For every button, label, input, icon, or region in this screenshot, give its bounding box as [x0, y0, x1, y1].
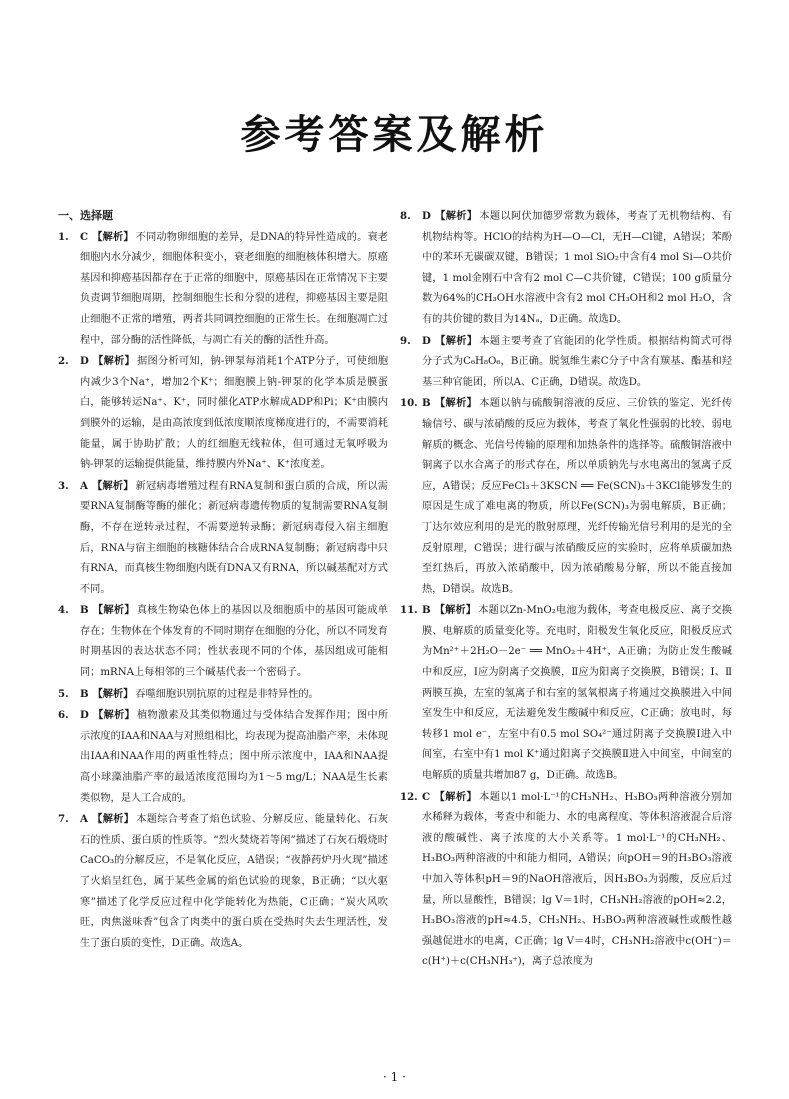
- answer-item: 6. D 【解析】 植物激素及其类似物通过与受体结合发挥作用；图中所示浓度的IAA和NAA与对照组相比，均表现为提高油脂产率，未体现出IAA和NAA作用的两重性特点；图中所示浓度中，IAA和NAA提高小球藻油脂产率的最适浓度范围均为1～5 mg/L；NAA是生长素类似物，是人工合成的。: [58, 709, 388, 804]
- answer-item: 11. B 【解析】 本题以Zn-MnO₂电池为载体，考查电极反应、离子交换膜、电解质的质量变化等。充电时，阳极发生氧化反应，阳极反应式为Mn²⁺＋2H₂O－2e⁻ ══ MnO₂＋4H⁺，A正确；为防止发生酸碱中和反应，Ⅰ应为阴离子交换膜，Ⅱ应为阳离子交换膜，B错误；Ⅰ、Ⅱ两膜互换，左室的氢离子和右室的氢氧根离子将通过交换膜进入中间室发生中和反应，无法避免发生酸碱中和反应，C正确；放电时，每转移1 mol e⁻，左室中有0.5 mol SO₄²⁻通过阴离子交换膜Ⅰ进入中间室，右室中有1 mol K⁺通过阳离子交换膜Ⅱ进入中间室，中间室的电解质的质量共增加87 g，D正确。故选B。: [400, 604, 732, 782]
- answer-item: 5. B 【解析】 吞噬细胞识别抗原的过程是非特异性的。: [58, 687, 319, 700]
- answer-item: 8. D 【解析】 本题以阿伏加德罗常数为载体，考查了无机物结构、有机物结构等。HClO的结构为H—O—Cl，无H—Cl键，A错误；苯酚中的苯环无碳碳双键，B错误；1 mol SiO₂中含有4 mol Si—O共价键，1 mol金刚石中含有2 mol C—C共价键，C错误；100 g质量分数为64%的CH₃OH水溶液中含有2 mol CH₃OH和2 mol H₂O，含有的共价键的数目为14Nₐ，D正确。故选D。: [400, 210, 732, 325]
- answer-item: 1. C 【解析】 不同动物卵细胞的差异，是DNA的特异性造成的。衰老细胞内水分减少，细胞体积变小，衰老细胞的细胞核体积增大。原癌基因和抑癌基因都存在于正常的细胞中，原癌基因在正常情况下主要负责调节细胞周期，控制细胞生长和分裂的进程，抑癌基因主要是阻止细胞不正常的增殖，两者共同调控细胞的正常生长。在细胞凋亡过程中，部分酶的活性降低，与凋亡有关的酶的活性升高。: [58, 230, 388, 346]
- answer-item: 10. B 【解析】 本题以钠与硫酸铜溶液的反应、三价铁的鉴定、光纤传输信号、碳与浓硝酸的反应为载体，考查了氧化性强弱的比较、弱电解质的概念、光信号传输的原理和加热条件的选择等。硫酸铜溶液中铜离子以水合离子的形式存在，所以单质钠先与水电离出的氢离子反应，A错误；反应FeCl₃＋3KSCN ══ Fe(SCN)₃＋3KCl能够发生的原因是生成了难电离的物质，所以Fe(SCN)₃为弱电解质，B正确；丁达尔效应利用的是光的散射原理，光纤传输光信号利用的是光的全反射原理，C错误；进行碳与浓硝酸反应的实验时，应将单质碳加热至红热后，再放入浓硝酸中，因为浓硝酸易分解，所以不能直接加热，D错误。故选B。: [400, 397, 732, 595]
- answer-item: 7. A 【解析】 本题综合考查了焰色试验、分解反应、能量转化、石灰石的性质、蛋白质的性质等。“烈火焚烧若等闲”描述了石灰石煅烧时CaCO₃的分解反应，不是氧化反应，A错误；“夜静药炉丹火现”描述了火焰呈红色，属于某些金属的焰色试验的现象，B正确；“以火驱寒”描述了化学反应过程中化学能转化为热能，C正确；“炭火风吹旺，肉焦滋味香”包含了肉类中的蛋白质在受热时失去生理活性，发生了蛋白质的变性，D正确。故选A。: [58, 813, 388, 949]
- answer-item: 12. C 【解析】 本题以1 mol·L⁻¹的CH₃NH₂、H₃BO₃两种溶液分别加水稀释为载体，考查中和能力、水的电离程度、等体积溶液混合后溶液的酸碱性、离子浓度的大小关系等。1 mol·L⁻¹的CH₃NH₂、H₃BO₃两种溶液的中和能力相同，A错误；向pOH＝9的H₃BO₃溶液中加入等体积pH＝9的NaOH溶液后，因H₃BO₃为弱酸，反应后过量，所以显酸性，B错误；lg V＝1时，CH₃NH₂溶液的pOH≈2.2，H₃BO₃溶液的pH≈4.5，CH₃NH₂、H₃BO₃两种溶液碱性或酸性越强越促进水的电离，C正确；lg V＝4时，CH₃NH₂溶液中c(OH⁻)＝c(H⁺)＋c(CH₃NH₃⁺)，离子总浓度为: [400, 790, 732, 968]
- page-title: 参考答案及解析: [240, 112, 549, 158]
- answer-item: 3. A 【解析】 新冠病毒增殖过程有RNA复制和蛋白质的合成，所以需要RNA复制酶等酶的催化；新冠病毒遗传物质的复制需要RNA复制酶，不存在逆转录过程，不需要逆转录酶；新冠病毒侵入宿主细胞后，RNA与宿主细胞的核糖体结合合成RNA复制酶；新冠病毒中只有RNA，而真核生物细胞内既有DNA又有RNA，所以碱基配对方式不同。: [58, 479, 388, 595]
- answer-item: 4. B 【解析】 真核生物染色体上的基因以及细胞质中的基因可能成单存在；生物体在个体发育的不同时期存在细胞的分化，所以不同发育时期基因的表达状态不同；性状表现不同的个体，基因组成可能相同；mRNA上每相邻的三个碱基代表一个密码子。: [58, 604, 388, 679]
- answer-item: 2. D 【解析】 据图分析可知，钠-钾泵每消耗1个ATP分子，可使细胞内减少3个Na⁺，增加2个K⁺；细胞膜上钠-钾泵的化学本质是膜蛋白，能够转运Na⁺、K⁺，同时催化ATP水解成ADP和Pi；K⁺由膜内到膜外的运输，是由高浓度到低浓度顺浓度梯度进行的，不需要消耗能量，属于协助扩散；人的红细胞无线粒体，但可通过无氧呼吸为钠-钾泵的运输提供能量，维持膜内外Na⁺、K⁺浓度差。: [58, 355, 388, 471]
- page-number: · 1 ·: [383, 1070, 406, 1084]
- left-column: [58, 206, 388, 1054]
- right-column: [400, 206, 732, 1054]
- section-heading: 一、选择题: [58, 209, 113, 222]
- answer-item: 9. D 【解析】 本题主要考查了官能团的化学性质。根据结构简式可得分子式为C₆H₈O₆，B正确。脱氢维生素C分子中含有羰基、酯基和羟基三种官能团，所以A、C正确，D错误。故选D。: [400, 334, 732, 388]
